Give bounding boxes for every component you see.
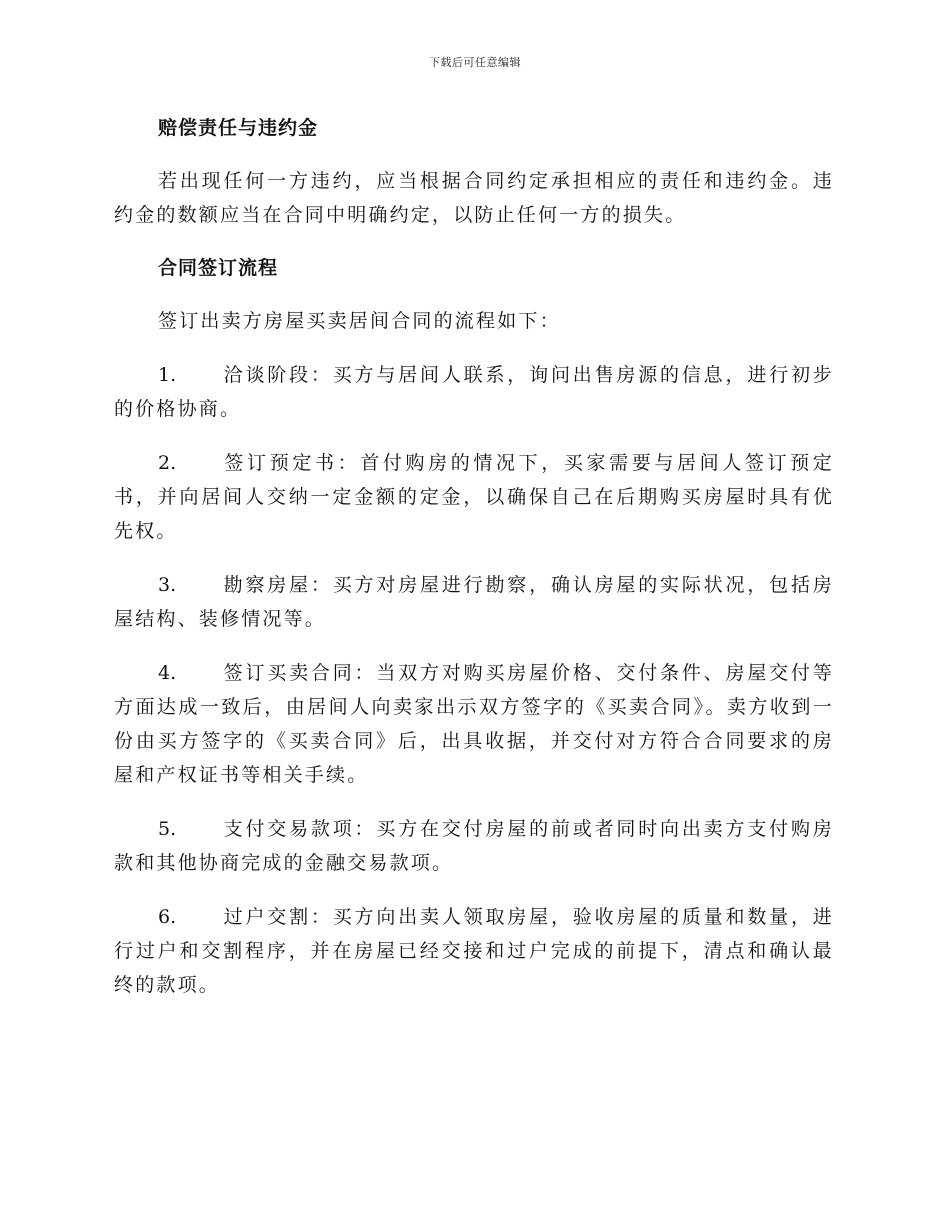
list-item-step-6 [114,900,834,1002]
step-text: 签订买卖合同：当双方对购买房屋价格、交付条件、房屋交付等方面达成一致后，由居间人向卖家出示双方签字的《买卖合同》。卖方收到一份由买方签字的《买卖合同》后，出具收据，并交付对方符合合同要求的房屋和产权证书等相关手续。 [114,662,834,786]
section-heading-signing-process: 合同签订流程 [158,257,279,279]
section-heading-compensation: 赔偿责任与违约金 [158,117,319,139]
section-paragraph-signing-intro: 签订出卖方房屋买卖居间合同的流程如下： [158,310,561,332]
step-number: 5. [158,818,177,840]
step-number: 3. [158,574,177,596]
section-paragraph-compensation: 若出现任何一方违约，应当根据合同约定承担相应的责任和违约金。违约金的数额应当在合同中明确约定，以防止任何一方的损失。 [114,170,834,226]
page-header: 下载后可任意编辑 [429,56,521,69]
step-text: 洽谈阶段：买方与居间人联系，询问出售房源的信息，进行初步的价格协商。 [114,364,834,420]
step-text: 签订预定书：首付购房的情况下，买家需要与居间人签订预定书，并向居间人交纳一定金额的定金，以确保自己在后期购买房屋时具有优先权。 [114,452,834,542]
step-number: 2. [158,452,177,474]
list-item-step-1 [114,358,834,426]
list-item-step-5 [114,812,834,880]
list-item-step-4 [114,656,834,792]
document-body [114,112,834,1022]
step-text: 过户交割：买方向出卖人领取房屋，验收房屋的质量和数量，进行过户和交割程序，并在房屋已经交接和过户完成的前提下，清点和确认最终的款项。 [114,906,834,996]
list-item-step-3 [114,568,834,636]
step-text: 支付交易款项：买方在交付房屋的前或者同时向出卖方支付购房款和其他协商完成的金融交易款项。 [114,818,834,874]
step-number: 1. [158,364,177,386]
step-number: 4. [158,662,177,684]
step-text: 勘察房屋：买方对房屋进行勘察，确认房屋的实际状况，包括房屋结构、装修情况等。 [114,574,834,630]
step-number: 6. [158,906,177,928]
list-item-step-2 [114,446,834,548]
